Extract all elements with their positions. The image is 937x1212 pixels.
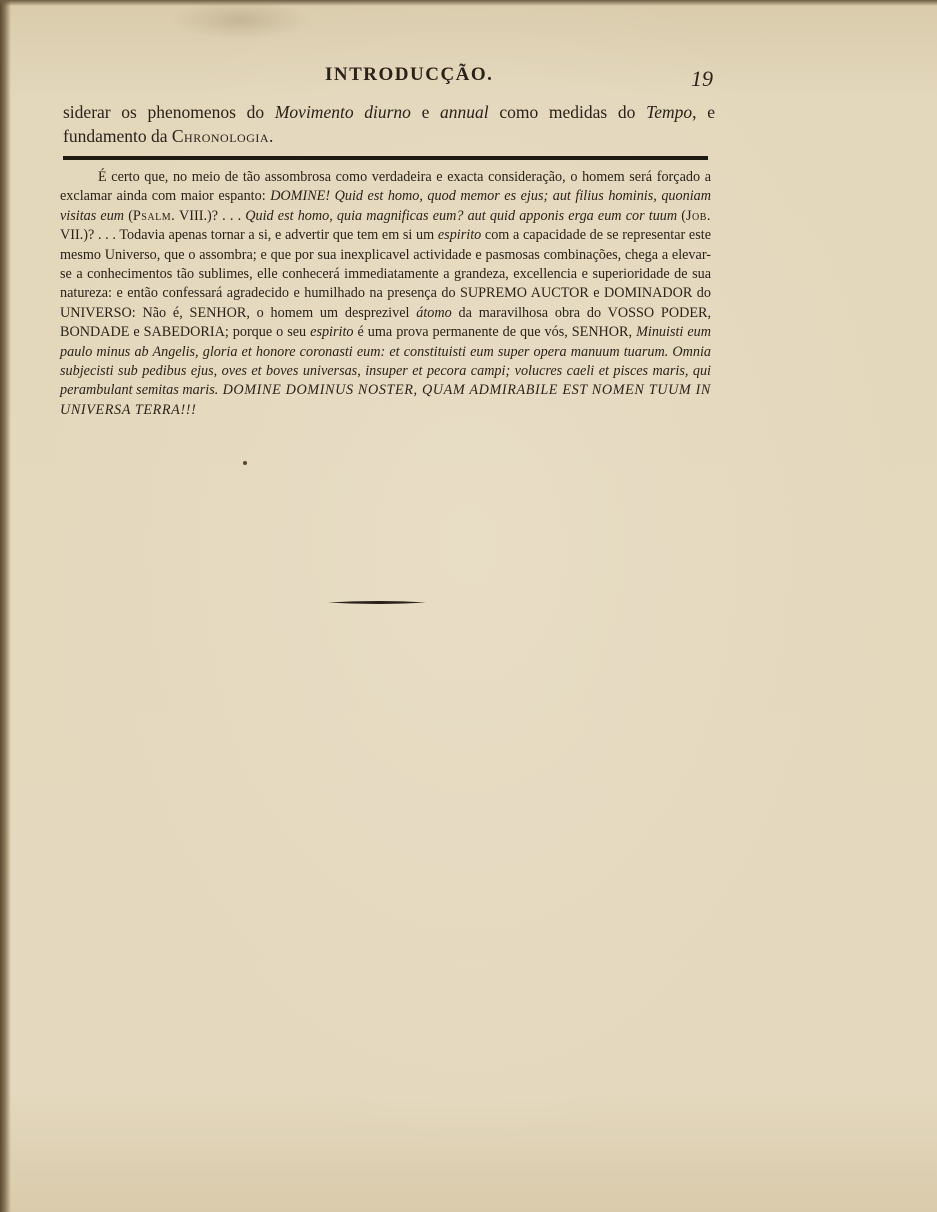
page-top-edge [0,0,937,6]
italic-text: espirito [310,324,354,341]
italic-text: DOMINE! Quid est homo, quod memor es ejus; aut filius hominis, quoniam visitas eum [60,188,711,224]
closing-exclamation: DOMINE DOMINUS NOSTER, QUAM ADMIRABILE EST NOMEN TUUM IN UNIVERSA TERRA!!! [60,382,711,418]
text-run: e [410,102,441,122]
end-ornament [328,600,426,605]
body-paragraph [60,168,711,420]
text-run: com a capacidade de se representar este mesmo Universo, que o assombra; e que por sua inexplicavel actividade e pasmosas combinações, chega a elevar-se a conhecimentos tão sublimes, elle conhecerá immediatamente a grandeza, excellencia e superioridade de sua natureza: e então confessará agradecido e humilhado na presença do SUPREMO AUCTOR e DOMINADOR do UNIVERSO: Não é, SENHOR, o homem um desprezivel [60,227,711,321]
text-run: ( [677,207,687,224]
text-run: VIII.)? . . . [175,207,246,224]
text-run: da maravilhosa obra do VOSSO PODER, BONDADE e SABEDORIA; porque o seu [60,304,711,341]
italic-text: átomo [416,304,452,321]
italic-text: Movimento diurno [274,102,411,122]
running-head [325,64,713,94]
text-run: , e fundamento da [63,102,715,146]
page-number: 19 [691,66,713,91]
page-binding-edge [0,0,11,1212]
small-caps-text: Chronologia. [171,126,274,146]
small-caps-text: Psalm. [132,207,176,224]
italic-text: annual [440,102,489,122]
text-run: VII.)? . . . Todavia apenas tornar a si, e advertir que tem em si um [60,227,438,244]
italic-text: Quid est homo, quia magnificas eum? aut quid apponis erga eum cor tuum [245,207,678,224]
running-head-title: INTRODUCÇÃO. [325,64,494,85]
paper-stain [170,0,310,40]
italic-text: Minuisti eum paulo minus ab Angelis, gloria et honore coronasti eum: et constituisti eum super opera manuum tuarum. Omnia subjecisti sub pedibus ejus, oves et boves universas, insuper et pecora campi; volucres caeli et pisces maris, qui perambulant semitas maris. [60,324,711,399]
continued-paragraph [63,100,715,148]
text-run: como medidas do [488,102,647,122]
italic-text: espirito [437,227,482,244]
ink-spot [243,461,247,465]
text-run: é uma prova permanente de que vós, SENHOR, [353,324,637,341]
section-rule [63,156,708,160]
italic-text: Tempo [646,102,693,122]
small-caps-text: Job. [686,207,711,224]
text-run: siderar os phenomenos do [63,102,275,122]
text-run: É certo que, no meio de tão assombrosa como verdadeira e exacta consideração, o homem será forçado a exclamar ainda com maior espanto: [60,169,711,205]
text-run: ( [124,207,133,224]
